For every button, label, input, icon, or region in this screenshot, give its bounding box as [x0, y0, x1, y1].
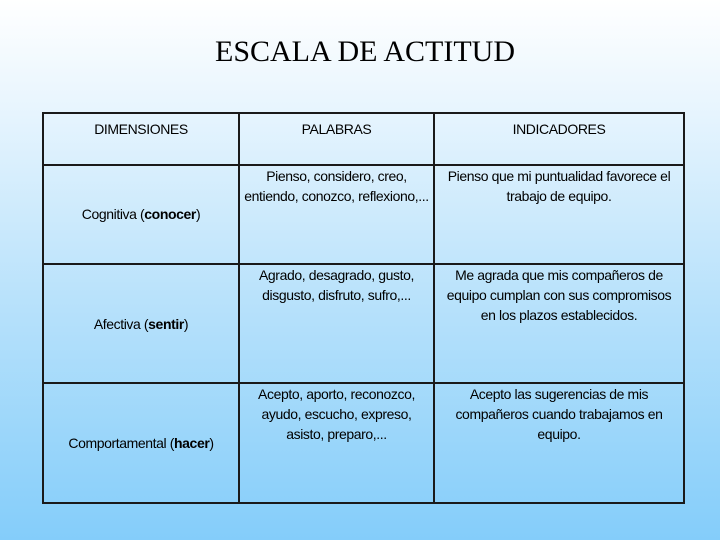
dimension-cell: [43, 264, 239, 384]
palabras-cell: Acepto, aporto, reconozco, ayudo, escucho, expreso, asisto, preparo,...: [239, 383, 434, 503]
slide-title: ESCALA DE ACTITUD: [215, 35, 515, 68]
dimension-cell: [43, 165, 239, 264]
palabras-cell: Agrado, desagrado, gusto, disgusto, disfruto, sufro,...: [239, 264, 434, 384]
indicadores-cell: Me agrada que mis compañeros de equipo cumplan con sus compromisos en los plazos establecidos.: [434, 264, 684, 384]
dimension-suffix: ): [209, 435, 214, 452]
attitude-scale-table: [42, 112, 685, 504]
dimension-suffix: ): [195, 206, 201, 223]
header-dimensiones: DIMENSIONES: [43, 113, 239, 165]
dimension-prefix: Cognitiva (: [81, 206, 145, 223]
table-row-afectiva: [43, 264, 684, 384]
header-indicadores: INDICADORES: [434, 113, 684, 165]
dimension-cell: [43, 383, 239, 503]
indicadores-cell: Pienso que mi puntualidad favorece el trabajo de equipo.: [434, 165, 684, 264]
dimension-prefix: Afectiva (: [93, 315, 149, 332]
header-palabras: PALABRAS: [239, 113, 434, 165]
table-header-row: [43, 113, 684, 165]
dimension-suffix: ): [183, 315, 189, 332]
dimension-keyword: conocer: [144, 206, 196, 223]
palabras-cell: Pienso, considero, creo, entiendo, conozco, reflexiono,...: [239, 165, 434, 264]
table-row-comportamental: [43, 383, 684, 503]
dimension-keyword: hacer: [174, 435, 210, 452]
dimension-prefix: Comportamental (: [68, 435, 175, 452]
indicadores-cell: Acepto las sugerencias de mis compañeros cuando trabajamos en equipo.: [434, 383, 684, 503]
dimension-keyword: sentir: [148, 315, 184, 332]
table-row-cognitiva: [43, 165, 684, 264]
